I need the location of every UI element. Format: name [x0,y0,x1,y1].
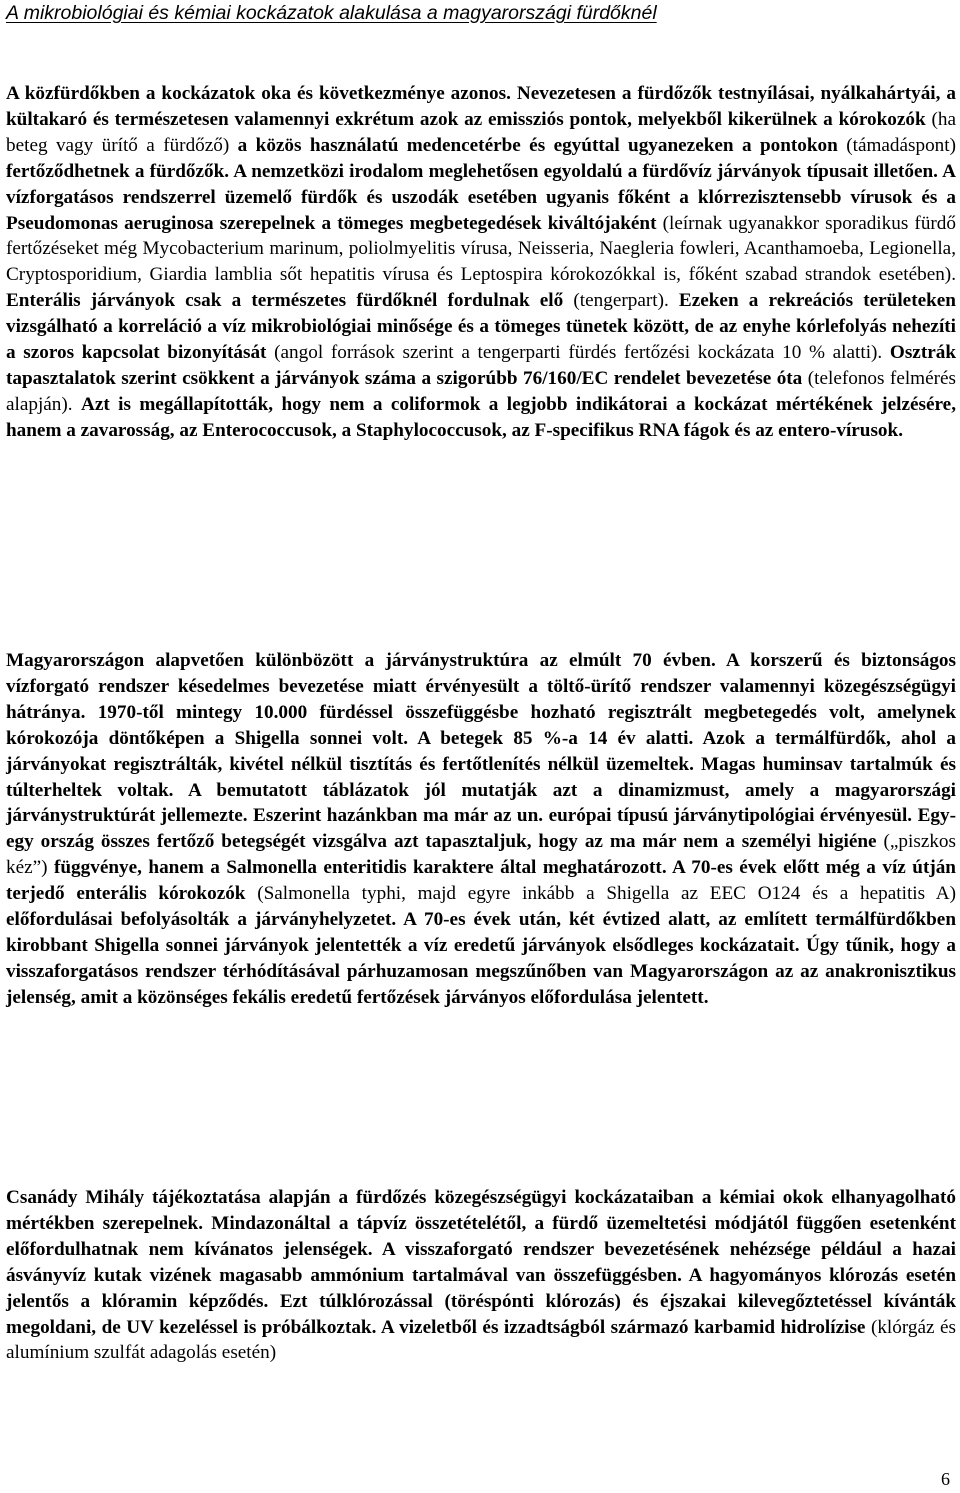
text-run: (leírnak ugyanakkor sporadikus fürdő fertőzéseket még Mycobacterium marinum, poliolmyelitis vírusa, Neisseria, Naegleria fowleri, Acanthamoeba, Legionella, Cryptosporidium, Giardia lamblia sőt hepatitis vírusa és Leptospira kórokozókkal is, főként szabad strandok esetében). [6,212,956,286]
text-run: fertőződhetnek a fürdőzők. A nemzetközi irodalom meglehetősen egyoldalú a fürdővíz járványok típusait illetően. A vízforgatásos rendszerrel üzemelő fürdők és uszodák esetében ugyanis főként a klórrezisztensebb vírusok és a Pseudomonas aeruginosa szerepelnek a tömeges megbetegedések kiváltójaként [6,160,956,234]
paragraph-risks-public-baths [6,81,956,444]
text-run: Enterális járványok csak a természetes fürdőknél fordulnak elő [6,290,564,312]
text-run: Magyarországon alapvetően különbözött a járványstruktúra az elmúlt 70 évben. A korszerű és biztonságos vízforgató rendszer késedelmes bevezetése miatt érvényesült a töltő-ürítő rendszer valamennyi közegészségügyi hátránya. 1970-től mintegy 10.000 fürdéssel összefüggésbe hozható regisztrált megbetegedés volt, amelynek kórokozója döntőképen a Shigella sonnei volt. A betegek 85 %-a 14 év alatti. Azok a termálfürdők, ahol a járványokat regisztrálták, kivétel nélkül tisztítás és fertőtlenítés nélkül üzemeltek. Magas huminsav tartalmúk és túlterheltek voltak. A bemutatott táblázatok jól mutatják azt a dinamizmust, amely a magyarországi járványstruktúrát jellemezte. Eszerint hazánkban ma már az un. európai típusú járványtipológiai érvényesül. Egy-egy ország összes fertőző betegségét vizsgálva azt tapasztaljuk, hogy az ma már nem a személyi higiéne [6,650,956,853]
text-run: Osztrák tapasztalatok szerint csökkent a járványok száma a szigorúbb 76/160/EC rendelet bevezetése óta [6,342,956,389]
text-run: a közös használatú medencetérbe és egyúttal ugyanezeken a pontokon [237,134,838,156]
text-run: Azt is megállapították, hogy nem a coliformok a legjobb indikátorai a kockázat mértékének jelzésére, hanem a zavarosság, az Enterococcusok, a Staphylococcusok, az F-specifikus RNA fágok és az entero-vírusok. [6,393,956,441]
page-number: 6 [941,1469,950,1489]
text-run: Ezeken a rekreációs területeken vizsgálható a korreláció a víz mikrobiológiai minősége és a tömeges tünetek között, de az enyhe kórlefolyás nehezíti a szoros kapcsolat bizonyítását [6,290,956,364]
paragraph-chemical-risks [6,1185,956,1366]
text-run: előfordulásai befolyásolták a járványhelyzetet. A 70-es évek után, két évtized alatt, az említett termálfürdőkben kirobbant Shigella sonnei járványok jelentették a víz eredetű járványok elsődleges kockázatait. Úgy tűnik, hogy a visszaforgatásos rendszer térhódításával párhuzamosan megszűnőben van Magyarországon az az anakronisztikus jelenség, amit a közönséges fekális eredetű fertőzések járványos előfordulása jelentett. [6,909,956,1008]
text-run: (Salmonella typhi, majd egyre inkább a Shigella az EEC O124 és a hepatitis A) [245,883,956,905]
text-run: (klórgáz és alumínium szulfát adagolás esetén) [6,1316,957,1364]
text-run: (tengerpart). [563,290,679,312]
text-run: Csanády Mihály tájékoztatása alapján a fürdőzés közegészségügyi kockázataiban a kémiai okok elhanyagolható mértékben szerepelnek. Mindazonáltal a tápvíz összetételétől, a fürdő üzemeltetési módjától függően esetenként előfordulhatnak nem kívánatos jelenségek. A visszaforgató rendszer bevezetésének nehézsége például a hazai ásványvíz kutak vizének magasabb ammónium tartalmával van összefüggésben. A hagyományos klórozás esetén jelentős a klóramin képződés. Ezt túlklórozással (töréspónti klórozás) és éjszakai kilevegőztetéssel kívánták megoldani, de UV kezeléssel is próbálkoztak. A vizeletből és izzadtságból származó karbamid hidrolízise [6,1187,956,1338]
paragraph-hungary-epidemics [6,648,956,1011]
running-header: A mikrobiológiai és kémiai kockázatok alakulása a magyarországi fürdőknél [6,2,657,24]
text-run: (támadáspont) [837,134,956,156]
text-run: A közfürdőkben a kockázatok oka és következménye azonos. Nevezetesen a fürdőzők testnyílásai, nyálkahártyái, a kültakaró és természetesen valamennyi exkrétum azok az emissziós pontok, melyekből kikerülnek a kórokozók [6,83,956,130]
text-run: (angol források szerint a tengerparti fürdés fertőzési kockázata 10 % alatti). [266,342,890,364]
text-run: (telefonos felmérés alapján). [6,367,956,415]
text-run: függvénye, hanem a Salmonella enteritidis karaktere által meghatározott. A 70-es évek előtt még a víz útján terjedő enterális kórokozók [6,857,956,905]
text-run: (ha beteg vagy ürítő a fürdőző) [6,108,956,156]
text-run: („piszkos kéz”) [6,831,956,879]
